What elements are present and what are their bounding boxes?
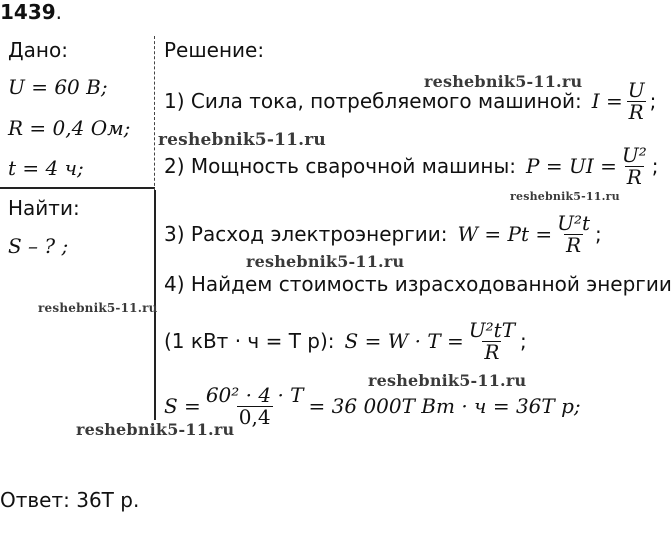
step1-text: 1) Сила тока, потребляемого машиной: [164, 89, 582, 113]
step2-end: ; [651, 154, 659, 178]
watermark: reshebnik5-11.ru [510, 190, 620, 203]
solution-title: Решение: [164, 38, 265, 62]
step2-fraction [620, 142, 649, 189]
problem-number-text: 1439 [0, 0, 56, 24]
step3-numerator: U²t [557, 210, 591, 235]
rate-text: (1 кВт · ч = T р): [164, 329, 335, 353]
step2-numerator: U² [621, 142, 647, 167]
step3-lhs: W = Pt = [457, 222, 553, 246]
given-u: U = 60 В; [8, 75, 108, 99]
rate-numerator: U²tT [468, 317, 516, 342]
given-divider-line [0, 187, 155, 189]
step2-lhs: P = UI = [526, 154, 617, 178]
watermark: reshebnik5-11.ru [158, 130, 326, 150]
step3-denominator: R [566, 232, 582, 257]
final-denominator: 0,4 [238, 404, 271, 429]
final-numerator: 60² · 4 · T [205, 382, 304, 407]
watermark: reshebnik5-11.ru [424, 72, 583, 91]
find-s: S – ? ; [8, 234, 69, 258]
step3-text: 3) Расход электроэнергии: [164, 222, 448, 246]
answer: Ответ: 36T р. [0, 488, 140, 512]
rate-fraction [467, 317, 517, 364]
step1-end: ; [649, 89, 657, 113]
watermark: reshebnik5-11.ru [368, 371, 527, 390]
problem-number-suffix: . [55, 0, 63, 24]
given-r: R = 0,4 Ом; [8, 116, 131, 140]
watermark: reshebnik5-11.ru [76, 420, 235, 439]
column-divider-dashed [154, 36, 155, 196]
rate-end: ; [520, 329, 527, 353]
step3-fraction [555, 210, 592, 257]
step1-fraction [626, 77, 647, 124]
rate-denominator: R [484, 339, 500, 364]
watermark: reshebnik5-11.ru [246, 252, 405, 271]
step2-denominator: R [626, 164, 642, 189]
given-title: Дано: [8, 38, 68, 62]
step2-text: 2) Мощность сварочной машины: [164, 154, 517, 178]
given-t: t = 4 ч; [8, 156, 84, 180]
step3-end: ; [595, 222, 602, 246]
final-lhs: S = [164, 394, 201, 418]
final-rhs: = 36 000T Вт · ч = 36T р; [308, 394, 581, 418]
step4-text: 4) Найдем стоимость израсходованной энергии [164, 272, 672, 296]
rate-lhs: S = W · T = [344, 329, 464, 353]
problem-number [0, 0, 62, 24]
rate-row [164, 312, 527, 370]
step1-denominator: R [628, 99, 644, 124]
step1-numerator: U [627, 77, 645, 102]
watermark: reshebnik5-11.ru [38, 301, 158, 315]
step1-row [164, 74, 656, 128]
step1-lhs: I = [591, 89, 623, 113]
find-title: Найти: [8, 196, 80, 220]
